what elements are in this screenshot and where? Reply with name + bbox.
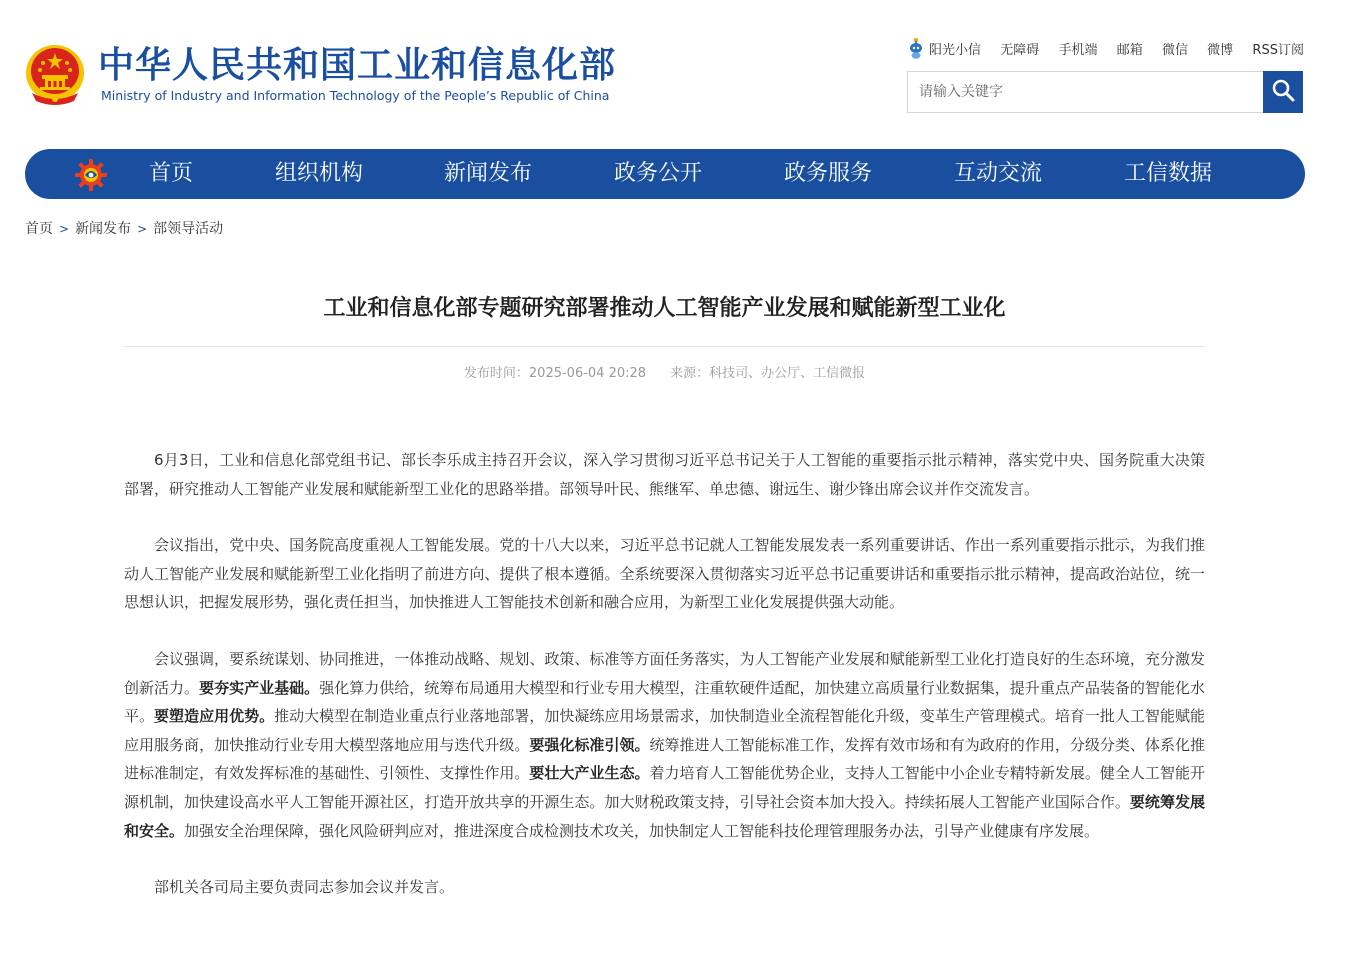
breadcrumb (25, 219, 223, 239)
nav-news-release[interactable]: 新闻发布 (444, 161, 533, 186)
toplink-rss[interactable] (1252, 39, 1304, 58)
article-meta (124, 364, 1205, 384)
toplink-label: 无障碍 (1000, 42, 1040, 58)
bold-run: 要强化标准引领。 (529, 735, 650, 754)
toplink-weibo[interactable] (1207, 39, 1233, 58)
search-box (907, 71, 1303, 113)
national-emblem-logo[interactable] (24, 43, 86, 107)
main-nav (25, 149, 1305, 199)
breadcrumb-home[interactable]: 首页 (25, 221, 53, 237)
gear-logo-icon (75, 159, 107, 191)
text-run: 推动大模型在制造业重点行业落地部署，加快凝练应用场景需求，加快制造业全流程智能化升级，变革生产管理模式。培育一批人工智能赋能应用服务商，加快推动行业专用大模型落地应用与迭代升级。 (124, 707, 1205, 754)
nav-organization[interactable]: 组织机构 (275, 161, 364, 186)
nav-government-affairs[interactable]: 政务公开 (614, 161, 703, 186)
text-run: 着力培育人工智能优势企业，支持人工智能中小企业专精特新发展。健全人工智能开源机制，加快建设高水平人工智能开源社区，打造开放共享的开源生态。加大财税政策支持，引导社会资本加大投入。持续拓展人工智能产业国际合作。 (124, 764, 1205, 811)
toplink-label: 微信 (1161, 42, 1188, 58)
article-paragraph-2: 会议指出，党中央、国务院高度重视人工智能发展。党的十八大以来，习近平总书记就人工智能发展发表一系列重要讲话、作出一系列重要指示批示，为我们推动人工智能产业发展和赋能新型工业化指明了前进方向、提供了根本遵循。全系统要深入贯彻落实习近平总书记重要讲话和重要指示批示精神，提高政治站位，统一思想认识，把握发展形势，强化责任担当，加快推进人工智能技术创新和融合应用，为新型工业化发展提供强大动能。 (124, 536, 1205, 612)
site-title-en: Ministry of Industry and Information Technology of the People’s Republic of China (101, 88, 610, 103)
toplink-accessibility[interactable] (1000, 39, 1039, 58)
text-run: 统筹推进人工智能标准工作，发挥有效市场和有为政府的作用，分级分类、体系化推进标准制定，有效发挥标准的基础性、引领性、支撑性作用。 (124, 735, 1205, 783)
toplink-mobile[interactable] (1058, 39, 1097, 58)
toplink-label: 微博 (1207, 42, 1234, 58)
article-paragraph-1: 6月3日，工业和信息化部党组书记、部长李乐成主持召开会议，深入学习贯彻习近平总书记关于人工智能的重要指示批示精神，落实党中央、国务院重大决策部署，研究推动人工智能产业发展和赋能新型工业化的思路举措。部领导叶民、熊继军、单忠德、谢远生、谢少锋出席会议并作交流发言。 (124, 451, 1205, 498)
nav-data[interactable]: 工信数据 (1124, 161, 1213, 186)
toplink-label: 邮箱 (1116, 42, 1143, 58)
site-title-cn: 中华人民共和国工业和信息化部 (98, 45, 617, 86)
search-button[interactable] (1263, 71, 1303, 113)
article-body (124, 446, 1205, 930)
article-paragraph-3 (124, 645, 1205, 845)
toplink-label: 手机端 (1058, 42, 1098, 58)
mascot-icon (908, 37, 924, 59)
nav-home[interactable]: 首页 (149, 161, 194, 186)
article-paragraph-4: 部机关各司局主要负责同志参加会议并发言。 (154, 878, 455, 897)
search-input[interactable] (908, 72, 1263, 112)
bold-run: 要壮大产业生态。 (529, 764, 650, 783)
article-title: 工业和信息化部专题研究部署推动人工智能产业发展和赋能新型工业化 (323, 296, 1006, 321)
publish-time: 2025-06-04 20:28 (528, 366, 647, 381)
top-links (908, 37, 1304, 59)
article-source: 科技司、办公厅、工信微报 (709, 366, 866, 381)
search-icon (1271, 78, 1295, 106)
toplink-wechat[interactable] (1162, 39, 1188, 58)
nav-government-services[interactable]: 政务服务 (784, 161, 873, 186)
title-divider (124, 346, 1205, 347)
toplink-mailbox[interactable] (1117, 39, 1143, 58)
source-label: 来源： (670, 366, 710, 381)
toplink-sunshine-xiaoxin[interactable] (908, 37, 981, 59)
toplink-label: 阳光小信 (929, 42, 982, 58)
bold-run: 要夯实产业基础。 (199, 678, 320, 697)
bold-run: 要塑造应用优势。 (154, 707, 275, 726)
breadcrumb-separator-icon: > (137, 222, 148, 236)
nav-interaction[interactable]: 互动交流 (954, 161, 1043, 186)
breadcrumb-separator-icon: > (59, 222, 70, 236)
toplink-label: RSS订阅 (1252, 42, 1304, 58)
text-run: 会议强调，要系统谋划、协同推进，一体推动战略、规划、政策、标准等方面任务落实，为人工智能产业发展和赋能新型工业化打造良好的生态环境，充分激发创新活力。 (124, 649, 1205, 697)
breadcrumb-leader-activities[interactable]: 部领导活动 (153, 221, 224, 237)
text-run: 强化算力供给，统筹布局通用大模型和行业专用大模型，注重软硬件适配，加快建立高质量行业数据集，提升重点产品装备的智能化水平。 (124, 678, 1205, 726)
bold-run: 要统筹发展和安全。 (124, 792, 1205, 840)
text-run: 加强安全治理保障，强化风险研判应对，推进深度合成检测技术攻关，加快制定人工智能科技伦理管理服务办法，引导产业健康有序发展。 (184, 821, 1100, 840)
publish-label: 发布时间： (463, 366, 529, 381)
breadcrumb-news[interactable]: 新闻发布 (75, 221, 132, 237)
